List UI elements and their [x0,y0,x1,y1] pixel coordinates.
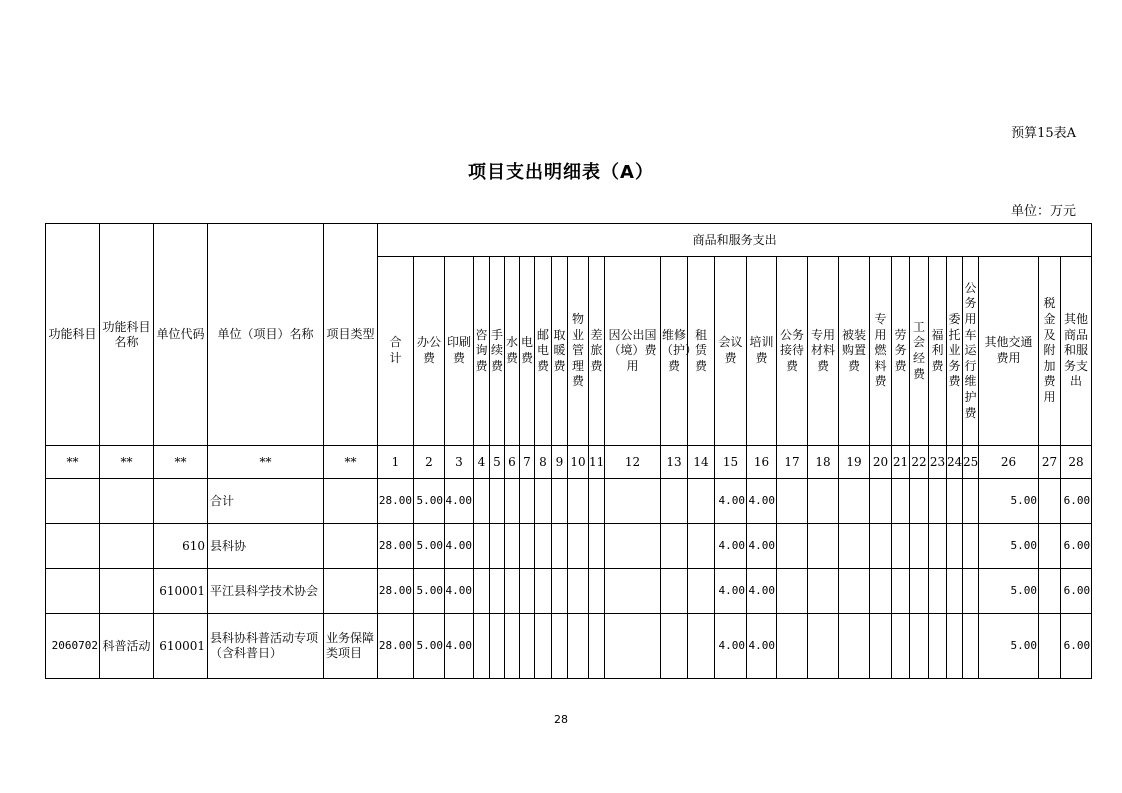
cell-value: 4.00 [747,569,777,614]
cell-project-type [324,524,378,569]
cell-value [808,569,839,614]
cell-func-name [100,479,154,524]
cell-value: 6.00 [1061,614,1092,679]
cell-value [688,569,715,614]
cell-value [505,524,520,569]
cell-value [589,524,605,569]
index-number: 16 [747,446,777,479]
cell-unit-name: 县科协科普活动专项（含科普日） [208,614,324,679]
table-row [46,569,1092,614]
cell-value [520,479,535,524]
cell-value [605,524,661,569]
header-item: 取暖费 [552,257,568,446]
header-item: 手续费 [490,257,505,446]
cell-value [535,479,552,524]
header-func-name: 功能科目名称 [100,224,154,446]
header-item: 水费 [505,257,520,446]
index-number: 9 [552,446,568,479]
cell-value: 4.00 [445,569,474,614]
cell-value [568,479,589,524]
cell-value [839,614,870,679]
cell-value [568,614,589,679]
index-number: 19 [839,446,870,479]
cell-value [490,569,505,614]
index-number: 27 [1039,446,1061,479]
header-item: 会议费 [715,257,747,446]
header-item: 办公费 [414,257,445,446]
header-item: 物业管理费 [568,257,589,446]
cell-value [589,614,605,679]
index-number: 13 [661,446,688,479]
cell-value: 28.00 [378,479,414,524]
cell-value [589,479,605,524]
cell-value [777,614,808,679]
cell-value [520,569,535,614]
cell-unit-code [154,479,208,524]
form-code: 预算15表A [1011,126,1076,141]
cell-value [892,569,910,614]
cell-value [474,569,490,614]
index-star: ** [324,446,378,479]
index-star: ** [208,446,324,479]
cell-unit-code: 610001 [154,614,208,679]
cell-value: 6.00 [1061,569,1092,614]
cell-value [808,524,839,569]
cell-value [892,479,910,524]
cell-value [929,614,947,679]
index-number: 26 [979,446,1039,479]
index-number: 5 [490,446,505,479]
header-item: 印刷费 [445,257,474,446]
header-unit-code: 单位代码 [154,224,208,446]
cell-value [505,614,520,679]
header-item: 税金及附加费用 [1039,257,1061,446]
cell-value [929,479,947,524]
cell-func-code [46,479,100,524]
cell-value [963,614,979,679]
cell-unit-code: 610001 [154,569,208,614]
cell-value [535,614,552,679]
index-number: 4 [474,446,490,479]
cell-func-name: 科普活动 [100,614,154,679]
cell-value: 4.00 [715,524,747,569]
cell-value: 5.00 [979,524,1039,569]
cell-value [929,524,947,569]
cell-value: 4.00 [445,524,474,569]
cell-value [520,524,535,569]
cell-value [910,479,929,524]
cell-value [552,479,568,524]
index-number: 28 [1061,446,1092,479]
cell-value [839,479,870,524]
cell-value [552,524,568,569]
cell-value: 5.00 [414,524,445,569]
header-item: 公务用车运行维护费 [963,257,979,446]
cell-func-code [46,524,100,569]
cell-value: 4.00 [715,614,747,679]
cell-value [910,524,929,569]
index-star: ** [154,446,208,479]
header-item: 咨询费 [474,257,490,446]
cell-value: 5.00 [414,479,445,524]
cell-unit-name: 合计 [208,479,324,524]
cell-value [568,569,589,614]
cell-value [947,524,963,569]
header-item: 电费 [520,257,535,446]
cell-value: 4.00 [445,614,474,679]
table-row [46,524,1092,569]
index-number: 11 [589,446,605,479]
cell-func-code [46,569,100,614]
cell-value [474,614,490,679]
index-number: 8 [535,446,552,479]
cell-value [688,524,715,569]
header-item: 专用材料费 [808,257,839,446]
cell-value [589,569,605,614]
cell-value [568,524,589,569]
header-group-goods-services: 商品和服务支出 [378,224,1092,257]
cell-value [1039,479,1061,524]
index-number: 6 [505,446,520,479]
cell-value: 4.00 [445,479,474,524]
index-number: 2 [414,446,445,479]
cell-value [535,569,552,614]
table-row [46,614,1092,679]
cell-value [605,569,661,614]
header-item: 专用燃料费 [870,257,892,446]
index-number: 23 [929,446,947,479]
header-item: 劳务费 [892,257,910,446]
header-project-type: 项目类型 [324,224,378,446]
unit-label: 单位：万元 [1010,204,1076,219]
cell-value [605,614,661,679]
header-item: 工会经费 [910,257,929,446]
cell-value [474,524,490,569]
cell-value [870,569,892,614]
header-item: 其他商品和服务支出 [1061,257,1092,446]
header-item: 被装购置费 [839,257,870,446]
cell-value [552,569,568,614]
cell-value [808,479,839,524]
cell-value [661,569,688,614]
cell-value [870,614,892,679]
cell-func-name [100,569,154,614]
cell-value [963,479,979,524]
cell-value [777,479,808,524]
budget-table [45,223,1092,679]
cell-value [490,614,505,679]
cell-value: 5.00 [979,569,1039,614]
cell-value [661,524,688,569]
header-row-top [46,224,1092,257]
cell-value [910,569,929,614]
cell-unit-name: 县科协 [208,524,324,569]
cell-func-code: 2060702 [46,614,100,679]
header-unit-name: 单位（项目）名称 [208,224,324,446]
cell-value [808,614,839,679]
cell-value: 4.00 [715,569,747,614]
cell-value [661,479,688,524]
cell-value [870,524,892,569]
cell-value [892,524,910,569]
header-item: 培训费 [747,257,777,446]
index-number: 24 [947,446,963,479]
header-func-code: 功能科目 [46,224,100,446]
cell-value: 5.00 [414,569,445,614]
page-number: 28 [554,713,568,726]
cell-value: 5.00 [414,614,445,679]
cell-value: 28.00 [378,569,414,614]
index-number: 3 [445,446,474,479]
index-number: 21 [892,446,910,479]
cell-func-name [100,524,154,569]
cell-value [490,524,505,569]
cell-value [910,614,929,679]
cell-value [505,569,520,614]
cell-value: 4.00 [747,614,777,679]
header-item: 合计 [378,257,414,446]
cell-value [490,479,505,524]
cell-value [1039,524,1061,569]
cell-value [605,479,661,524]
cell-value [474,479,490,524]
cell-value [947,479,963,524]
cell-value: 5.00 [979,614,1039,679]
cell-value [839,569,870,614]
index-number: 15 [715,446,747,479]
table-row [46,479,1092,524]
cell-value: 5.00 [979,479,1039,524]
index-number: 14 [688,446,715,479]
index-number: 25 [963,446,979,479]
index-number: 12 [605,446,661,479]
cell-value: 4.00 [747,479,777,524]
header-item: 维修（护）费 [661,257,688,446]
index-number: 7 [520,446,535,479]
cell-value: 4.00 [747,524,777,569]
index-row [46,446,1092,479]
cell-unit-name: 平江县科学技术协会 [208,569,324,614]
cell-value [688,614,715,679]
cell-value [963,569,979,614]
index-number: 18 [808,446,839,479]
header-item: 公务接待费 [777,257,808,446]
cell-value [688,479,715,524]
cell-value [947,614,963,679]
cell-value [929,569,947,614]
index-number: 17 [777,446,808,479]
cell-value: 6.00 [1061,524,1092,569]
table-body [46,479,1092,679]
cell-project-type [324,569,378,614]
header-item: 因公出国（境）费用 [605,257,661,446]
header-item: 邮电费 [535,257,552,446]
cell-project-type [324,479,378,524]
index-number: 22 [910,446,929,479]
index-number: 1 [378,446,414,479]
header-item: 委托业务费 [947,257,963,446]
cell-value [839,524,870,569]
header-item: 福利费 [929,257,947,446]
cell-value [777,569,808,614]
cell-value [947,569,963,614]
header-item: 其他交通费用 [979,257,1039,446]
header-item: 差旅费 [589,257,605,446]
cell-value [1039,614,1061,679]
cell-value [535,524,552,569]
index-number: 10 [568,446,589,479]
index-star: ** [46,446,100,479]
cell-value [777,524,808,569]
cell-value [892,614,910,679]
cell-value: 28.00 [378,614,414,679]
cell-value: 28.00 [378,524,414,569]
cell-value [963,524,979,569]
index-star: ** [100,446,154,479]
cell-unit-code: 610 [154,524,208,569]
cell-value: 4.00 [715,479,747,524]
cell-value [552,614,568,679]
cell-value [520,614,535,679]
cell-value [870,479,892,524]
cell-value [505,479,520,524]
cell-value: 6.00 [1061,479,1092,524]
header-item: 租赁费 [688,257,715,446]
index-number: 20 [870,446,892,479]
document-title: 项目支出明细表（A） [468,162,654,183]
cell-value [1039,569,1061,614]
cell-value [661,614,688,679]
cell-project-type: 业务保障类项目 [324,614,378,679]
